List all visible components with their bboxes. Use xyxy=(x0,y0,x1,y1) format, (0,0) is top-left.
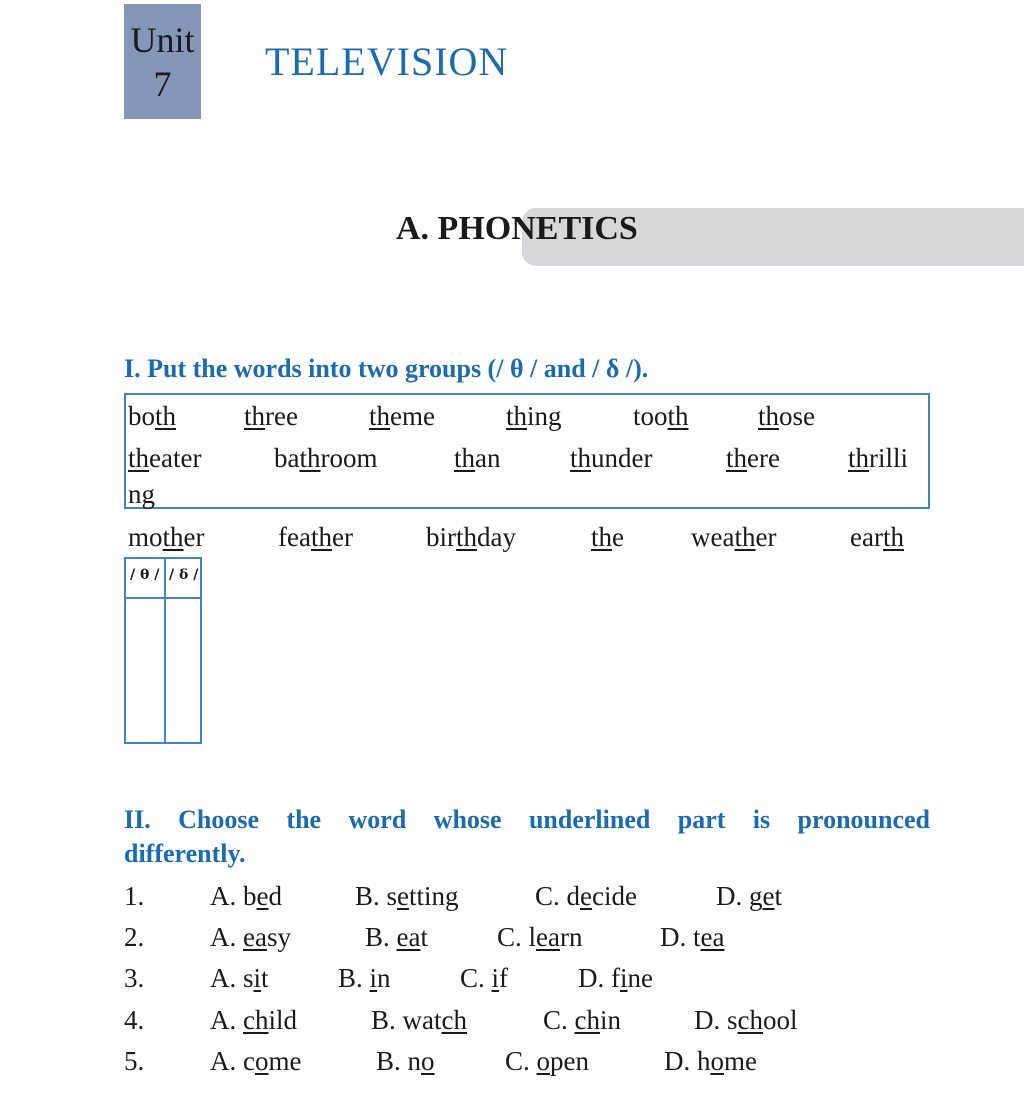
answer-option[interactable]: C. if xyxy=(460,963,509,993)
question-number: 3. xyxy=(124,963,145,993)
answer-option[interactable]: B. setting xyxy=(355,881,459,911)
unit-badge xyxy=(124,4,201,119)
answer-option[interactable]: A. child xyxy=(210,1005,297,1035)
word-item: both xyxy=(128,401,177,431)
answer-option[interactable]: D. fine xyxy=(578,963,653,993)
answer-option[interactable]: A. sit xyxy=(210,963,269,993)
unit-label: Unit xyxy=(130,20,195,60)
answer-option[interactable]: D. school xyxy=(694,1005,798,1035)
page-title: TELEVISION xyxy=(265,39,509,84)
answer-option[interactable]: C. open xyxy=(505,1046,589,1076)
word-item: theme xyxy=(369,401,435,431)
exercise-2-title: II. Choose the word whose underlined part is pronounced xyxy=(124,805,930,834)
answer-option[interactable]: B. in xyxy=(338,963,391,993)
word-item: than xyxy=(454,443,501,473)
word-item: thrilli xyxy=(848,443,909,473)
word-item: there xyxy=(726,443,780,473)
sorting-table xyxy=(124,557,202,744)
word-item: bathroom xyxy=(274,443,378,473)
word-item: birthday xyxy=(426,522,516,552)
exercise-2-title-cont: differently. xyxy=(124,839,246,868)
word-item: the xyxy=(591,522,624,552)
word-item: ng xyxy=(128,479,155,509)
word-item: tooth xyxy=(633,401,689,431)
answer-option[interactable]: A. bed xyxy=(210,881,282,911)
section-title: A. PHONETICS xyxy=(396,210,638,247)
table-header-eth: / δ / xyxy=(169,567,199,583)
answer-option[interactable]: D. tea xyxy=(660,922,725,952)
table-divider xyxy=(164,559,166,742)
answer-option[interactable]: D. home xyxy=(664,1046,757,1076)
word-item: three xyxy=(244,401,298,431)
word-item: feather xyxy=(278,522,353,552)
question-number: 2. xyxy=(124,922,145,952)
question-number: 4. xyxy=(124,1005,145,1035)
answer-option[interactable]: B. eat xyxy=(365,922,428,952)
unit-number: 7 xyxy=(153,64,172,104)
answer-option[interactable]: A. come xyxy=(210,1046,302,1076)
answer-option[interactable]: D. get xyxy=(716,881,782,911)
answer-option[interactable]: C. chin xyxy=(543,1005,622,1035)
word-item: those xyxy=(758,401,816,431)
word-item: thing xyxy=(506,401,562,431)
answer-option[interactable]: C. learn xyxy=(497,922,583,952)
answer-option[interactable]: A. easy xyxy=(210,922,291,952)
question-number: 1. xyxy=(124,881,145,911)
exercise-1-title: I. Put the words into two groups (/ θ / and / δ /). xyxy=(124,354,649,383)
word-item: earth xyxy=(850,522,904,552)
answer-option[interactable]: B. no xyxy=(376,1046,435,1076)
answer-option[interactable]: B. watch xyxy=(371,1005,467,1035)
table-header-theta: / θ / xyxy=(130,567,160,583)
word-item: theater xyxy=(128,443,202,473)
table-divider xyxy=(126,597,200,599)
word-item: thunder xyxy=(570,443,653,473)
word-item: mother xyxy=(128,522,205,552)
answer-option[interactable]: C. decide xyxy=(535,881,637,911)
question-number: 5. xyxy=(124,1046,145,1076)
word-item: weather xyxy=(691,522,777,552)
word-box xyxy=(124,393,930,509)
